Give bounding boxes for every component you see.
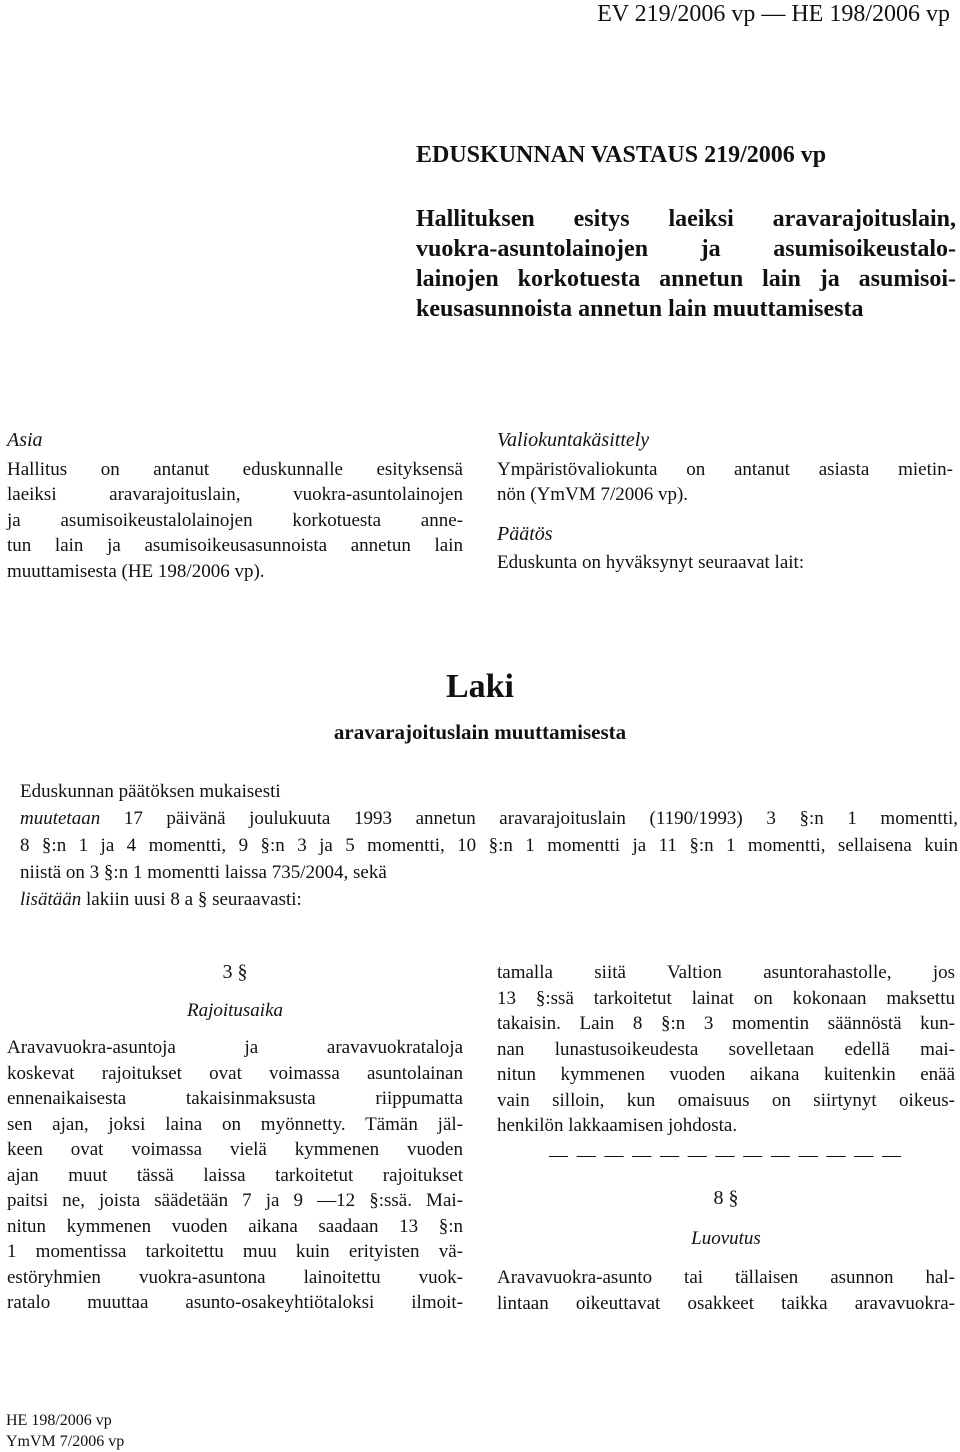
subject-line: lainojen korkotuesta annetun lain ja asumisoi- [416, 266, 956, 292]
subject-heading [416, 204, 956, 324]
section-number: 8 § [713, 1187, 739, 1209]
omission-dashes: — — — — — — — — — — — — — [549, 1144, 903, 1166]
paatos-text: Eduskunta on hyväksynyt seuraavat lait: [497, 552, 805, 573]
preamble-keyword: lisätään [20, 889, 82, 910]
section-line: 1 momentissa tarkoitettu muu kuin erityisten vä- [7, 1241, 463, 1262]
section-3-continued [497, 960, 955, 1316]
law-subtitle: aravarajoituslain muuttamisesta [333, 720, 627, 744]
section-line: ennenaikaisesta takaisinmaksusta riippumatta [7, 1088, 463, 1109]
preamble-keyword: muutetaan [20, 808, 101, 829]
section-line: nitun kymmenen vuoden aikana saadaan 13 §:n [7, 1215, 463, 1237]
valiokunta-heading: Valiokuntakäsittely [497, 429, 650, 451]
section-line: sen ajan, joksi laina on myönnetty. Tämän jäl- [7, 1113, 463, 1135]
section-line: ratalo muuttaa asunto-osakeyhtiötaloksi ilmoit- [7, 1292, 463, 1313]
law-preamble [20, 778, 958, 913]
law-title: Laki [445, 668, 515, 705]
asia-line: muuttamisesta (HE 198/2006 vp). [7, 560, 265, 582]
preamble-line [20, 886, 958, 913]
section-line: keen ovat voimassa vielä kymmenen vuoden [7, 1139, 463, 1160]
section-line: Aravavuokra-asunto tai tällaisen asunnon hal- [497, 1267, 955, 1288]
footer-references [6, 1410, 124, 1452]
preamble-line: niistä on 3 §:n 1 momentti laissa 735/2004, sekä [20, 862, 387, 883]
section-line: lintaan oikeuttavat osakkeet taikka aravavuokra- [497, 1292, 955, 1314]
subject-line: vuokra-asuntolainojen ja asumisoikeustalo- [416, 236, 956, 262]
preamble-text: lakiin uusi 8 a § seuraavasti: [81, 889, 302, 910]
preamble-line [20, 805, 958, 832]
subject-line: keusasunnoista annetun lain muuttamisesta [416, 296, 864, 322]
section-line: Aravavuokra-asuntoja ja aravavuokrataloja [7, 1037, 463, 1058]
asia-line: laeiksi aravarajoituslain, vuokra-asuntolainojen [7, 484, 463, 505]
asia-line: ja asumisoikeustalolainojen korkotuesta anne- [7, 509, 463, 531]
section-line: takaisin. Lain 8 §:n 3 momentin säännöstä kun- [497, 1013, 955, 1034]
footer-ref: YmVM 7/2006 vp [6, 1433, 125, 1450]
section-line: paitsi ne, joista säädetään 7 ja 9 —12 §:ssä. Mai- [7, 1190, 463, 1211]
section-title: Rajoitusaika [186, 999, 284, 1021]
section-line: koskevat rajoitukset ovat voimassa asuntolainan [7, 1062, 463, 1084]
section-line: ajan muut tässä laissa tarkoitetut rajoitukset [7, 1164, 463, 1186]
document-title: EDUSKUNNAN VASTAUS 219/2006 vp [416, 142, 827, 168]
section-line: tamalla siitä Valtion asuntorahastolle, jos [497, 962, 955, 983]
asia-heading: Asia [7, 429, 43, 451]
section-title: Luovutus [691, 1227, 761, 1249]
valiokunta-line: nön (YmVM 7/2006 vp). [497, 484, 689, 505]
valiokunta-line: Ympäristövaliokunta on antanut asiasta mietin- [497, 458, 953, 480]
asia-line: Hallitus on antanut eduskunnalle esityksensä [7, 458, 463, 480]
section-line: vain silloin, kun omaisuus on siirtynyt oikeus- [497, 1089, 955, 1111]
asia-section [7, 428, 463, 584]
asia-line: tun lain ja asumisoikeusasunnoista annetun lain [7, 535, 463, 556]
running-header: EV 219/2006 vp — HE 198/2006 vp [597, 1, 950, 27]
subject-line: Hallituksen esitys laeiksi aravarajoituslain, [416, 206, 956, 232]
preamble-line: 8 §:n 1 ja 4 momentti, 9 §:n 3 ja 5 momentti, 10 §:n 1 momentti ja 11 §:n 1 momentti, sellaisena kuin [20, 835, 958, 856]
section-line: nitun kymmenen vuoden aikana kuitenkin enää [497, 1064, 955, 1085]
preamble-text: 17 päivänä joulukuuta 1993 annetun aravarajoituslain (1190/1993) 3 §:n 1 momentti, [100, 808, 958, 829]
section-line: nan lunastusoikeudesta sovelletaan edellä mai- [497, 1038, 955, 1060]
section-line: estöryhmien vuokra-asuntona lainoitettu vuok- [7, 1266, 463, 1288]
footer-ref: HE 198/2006 vp [6, 1412, 112, 1429]
section-line: henkilön lakkaamisen johdosta. [497, 1115, 738, 1136]
section-3 [7, 960, 463, 1316]
section-number: 3 § [222, 961, 248, 983]
paatos-heading: Päätös [497, 522, 553, 545]
preamble-line: Eduskunnan päätöksen mukaisesti [20, 781, 281, 802]
valiokunta-section [497, 428, 953, 576]
section-line: 13 §:ssä tarkoitetut lainat on kokonaan maksettu [497, 987, 955, 1009]
